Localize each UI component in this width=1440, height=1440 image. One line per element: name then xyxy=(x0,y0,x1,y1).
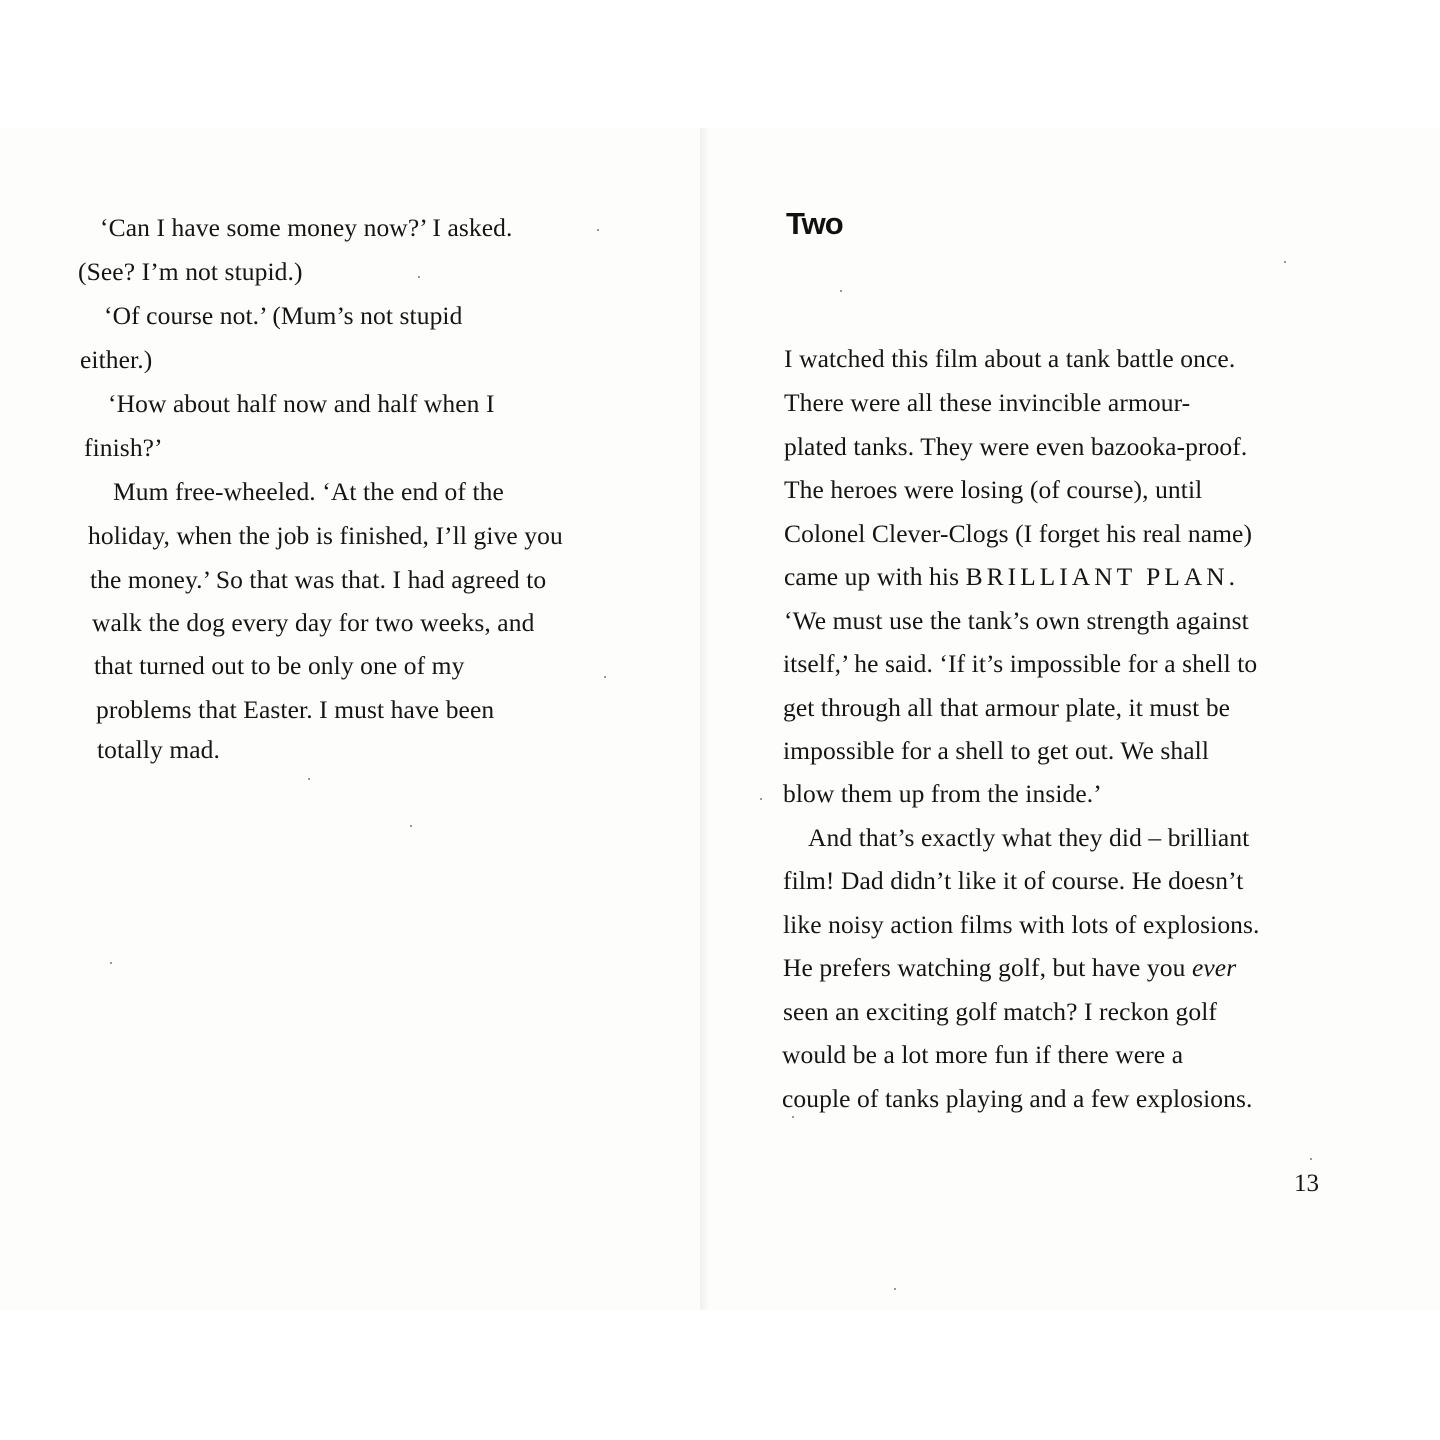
right-line-7: ‘We must use the tank’s own strength against xyxy=(784,606,1249,635)
left-line-11: that turned out to be only one of my xyxy=(94,651,465,680)
right-line-1: I watched this film about a tank battle once. xyxy=(784,344,1236,373)
paper-speck xyxy=(604,676,606,678)
left-line-2: (See? I’m not stupid.) xyxy=(78,257,303,286)
paper-speck xyxy=(418,276,420,278)
right-line-15 xyxy=(783,951,1236,985)
paper-speck xyxy=(597,229,599,231)
paper-speck xyxy=(308,778,310,780)
right-line-9: get through all that armour plate, it must be xyxy=(783,693,1231,722)
paper-speck xyxy=(410,825,412,827)
right-page xyxy=(708,128,1440,1310)
right-line-15-text: He prefers watching golf, but have you xyxy=(783,953,1192,982)
right-line-4: The heroes were losing (of course), until xyxy=(784,475,1203,504)
paper-speck xyxy=(110,962,112,964)
right-line-18: couple of tanks playing and a few explosions. xyxy=(782,1084,1253,1113)
paper-speck xyxy=(1284,261,1286,263)
left-line-7: Mum free-wheeled. ‘At the end of the xyxy=(113,477,504,506)
right-line-17: would be a lot more fun if there were a xyxy=(782,1040,1184,1069)
right-line-3: plated tanks. They were even bazooka-proof. xyxy=(784,432,1248,461)
right-line-6 xyxy=(784,560,1239,594)
left-line-13: totally mad. xyxy=(97,735,221,764)
book-spread xyxy=(0,128,1440,1310)
paper-speck xyxy=(894,1288,896,1290)
left-line-10: walk the dog every day for two weeks, and xyxy=(92,608,535,637)
right-line-2: There were all these invincible armour- xyxy=(784,388,1191,417)
ever-italic: ever xyxy=(1191,953,1237,982)
chapter-title: Two xyxy=(786,206,843,241)
paper-speck xyxy=(792,1116,794,1118)
right-line-6-text: came up with his xyxy=(784,562,966,591)
left-page xyxy=(0,128,700,1310)
left-line-5: ‘How about half now and half when I xyxy=(108,389,495,418)
right-line-13: film! Dad didn’t like it of course. He doesn’t xyxy=(783,866,1244,895)
left-line-3: ‘Of course not.’ (Mum’s not stupid xyxy=(104,301,463,330)
book-gutter xyxy=(700,128,708,1310)
right-line-12: And that’s exactly what they did – brilliant xyxy=(808,823,1250,852)
right-line-16: seen an exciting golf match? I reckon golf xyxy=(783,997,1217,1026)
page-number: 13 xyxy=(1294,1170,1319,1197)
right-line-8: itself,’ he said. ‘If it’s impossible for a shell to xyxy=(783,649,1258,678)
brilliant-plan-caps: BRILLIANT PLAN. xyxy=(965,562,1240,591)
paper-speck xyxy=(840,290,842,292)
paper-speck xyxy=(760,798,762,800)
paper-speck xyxy=(1310,1158,1312,1160)
left-line-12: problems that Easter. I must have been xyxy=(96,695,495,724)
left-line-1: ‘Can I have some money now?’ I asked. xyxy=(100,213,513,242)
left-line-6: finish?’ xyxy=(84,433,163,462)
left-line-4: either.) xyxy=(80,345,153,374)
right-line-5: Colonel Clever-Clogs (I forget his real name) xyxy=(784,519,1253,548)
left-line-8: holiday, when the job is finished, I’ll give you xyxy=(88,521,563,550)
right-line-10: impossible for a shell to get out. We shall xyxy=(783,736,1210,765)
right-line-14: like noisy action films with lots of explosions. xyxy=(783,910,1260,939)
left-line-9: the money.’ So that was that. I had agreed to xyxy=(90,565,547,594)
right-line-11: blow them up from the inside.’ xyxy=(783,779,1102,808)
